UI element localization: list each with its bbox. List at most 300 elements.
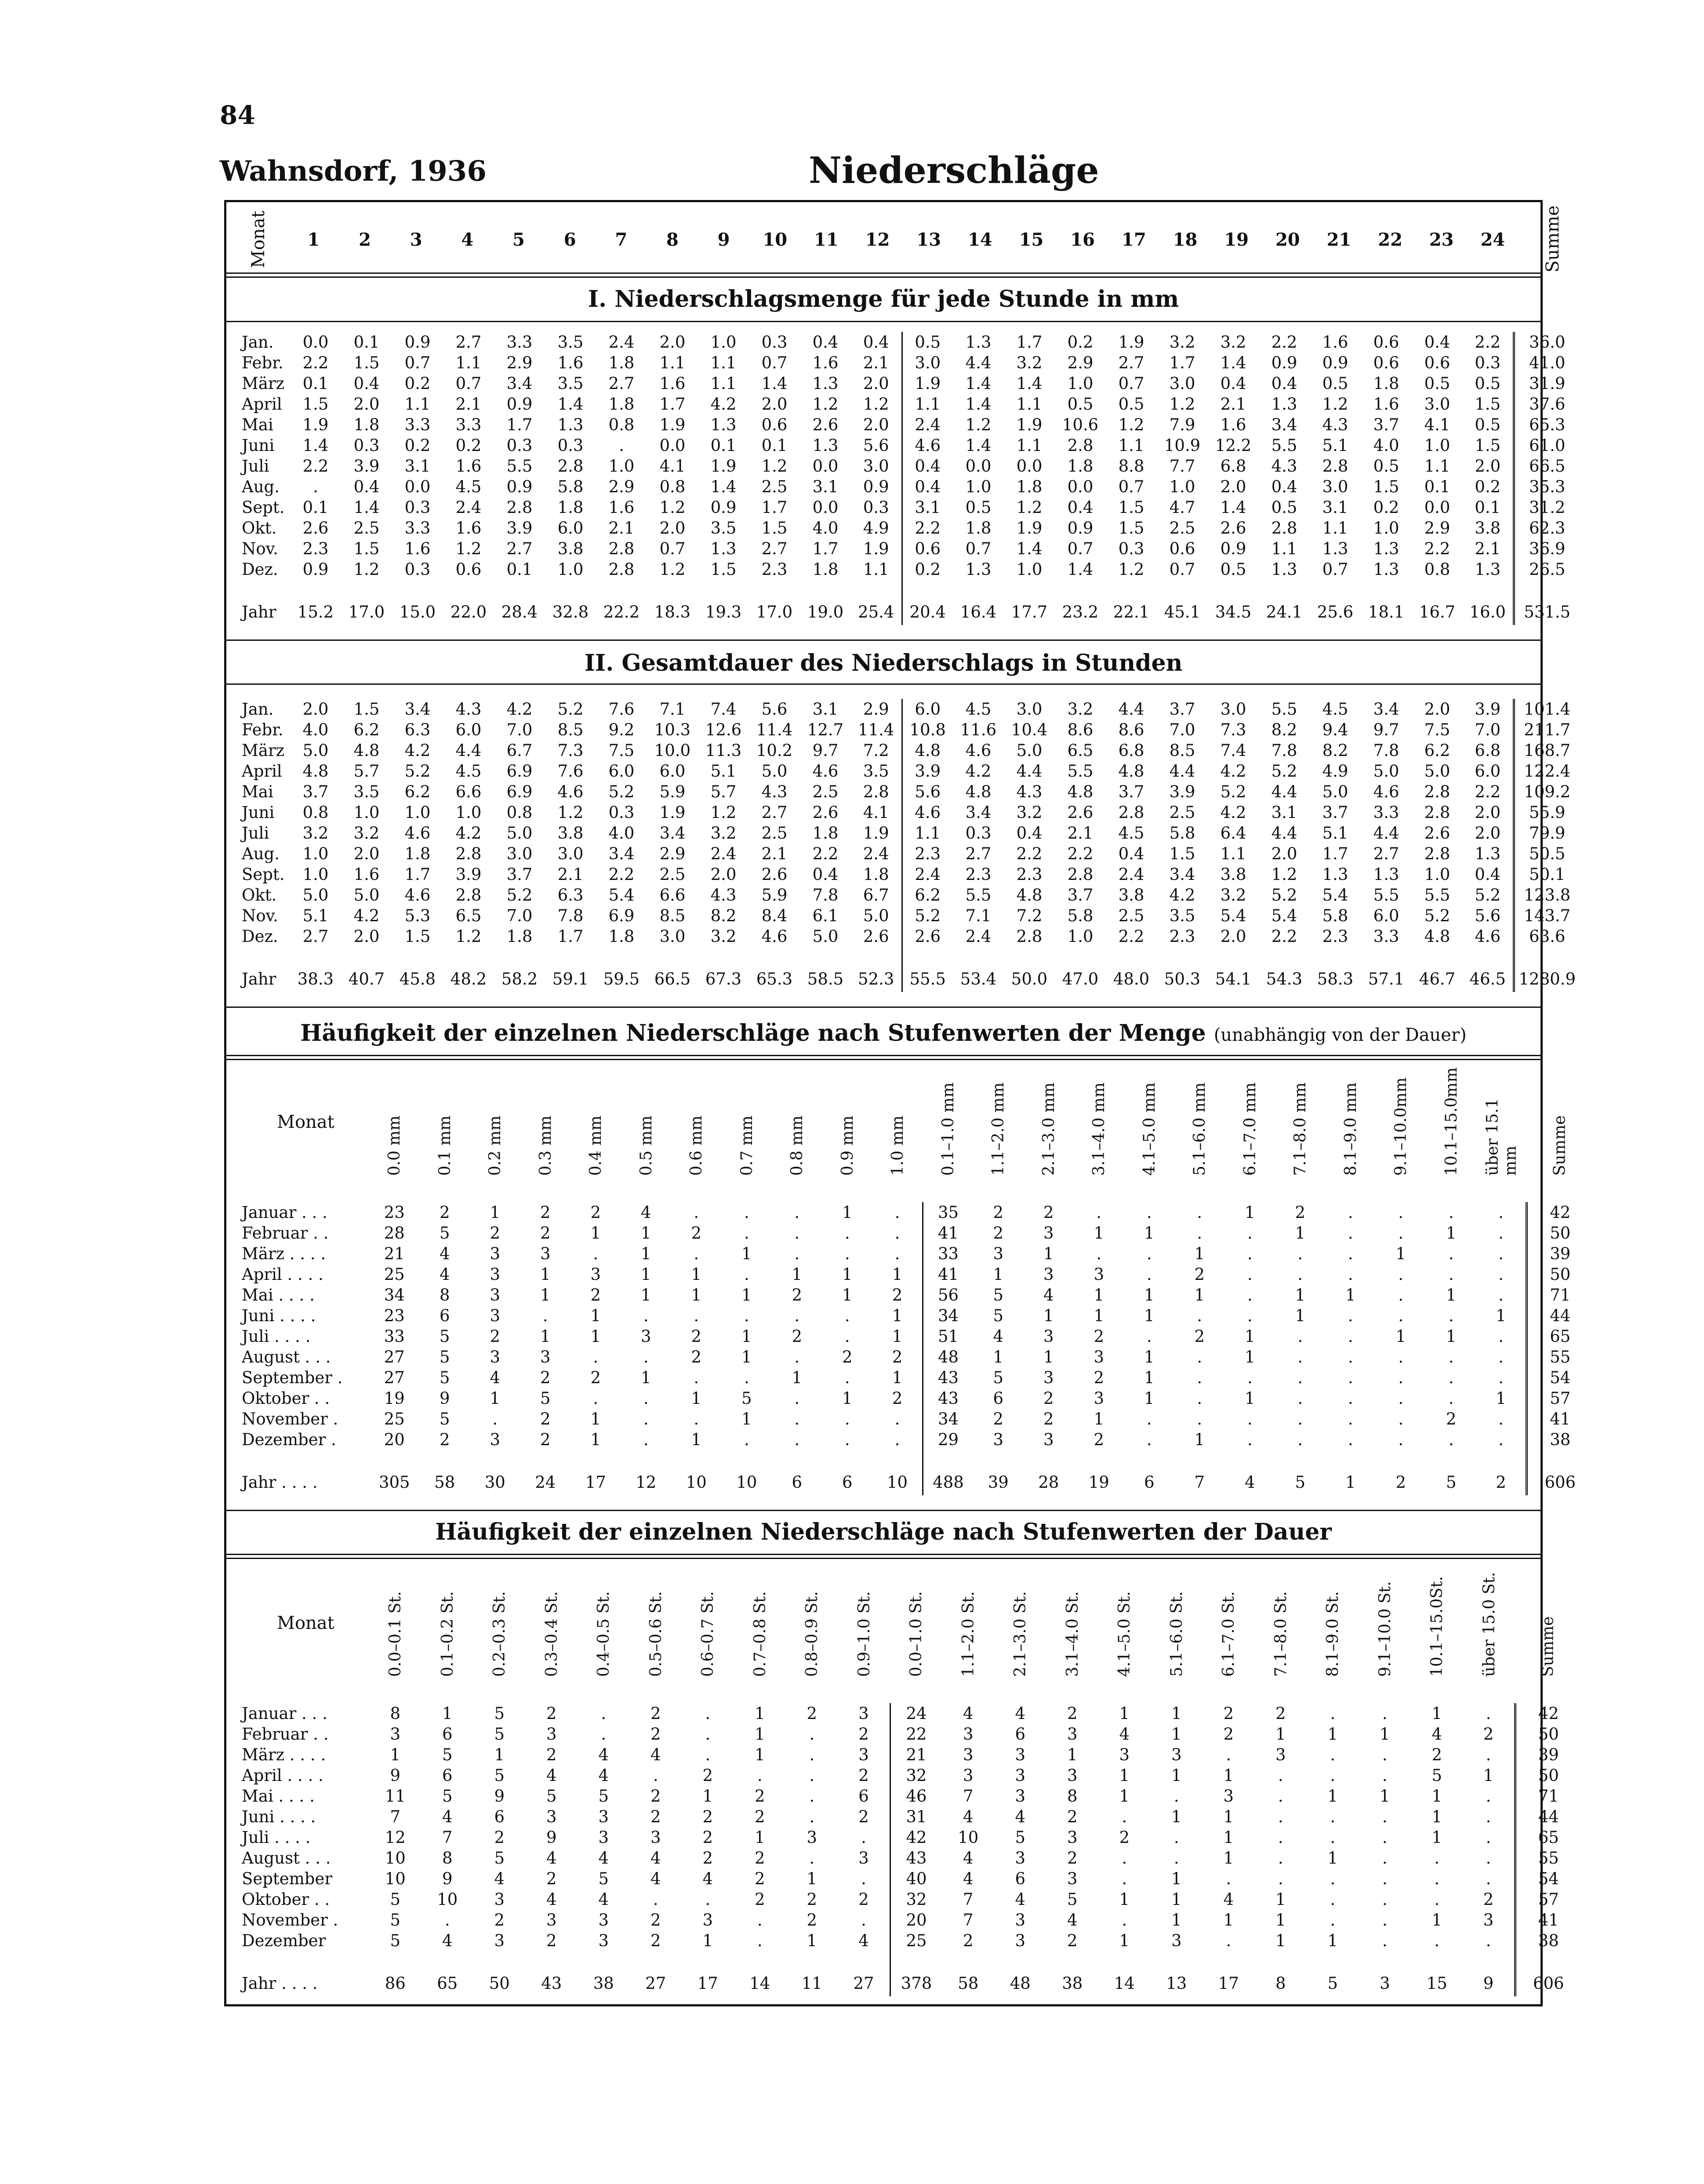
table-cell: 1 [1244, 1348, 1255, 1366]
table-cell: 1.8 [353, 415, 380, 434]
row-sum: 71 [1515, 1786, 1581, 1806]
table-cell: 0.7 [1067, 539, 1094, 558]
table-cell: 3.3 [404, 519, 431, 538]
summe-header: Summe [1543, 205, 1563, 273]
table-cell: 1.3 [965, 560, 992, 579]
table-cell: 1.5 [1118, 498, 1144, 517]
table-cell: 5 [1327, 1974, 1338, 1993]
table-cell: . [313, 477, 318, 496]
table-cell: 4.1 [659, 457, 686, 476]
table-cell: 3 [490, 1430, 501, 1449]
row-sum: 65 [1527, 1326, 1593, 1347]
table-cell: 2.0 [1475, 457, 1501, 476]
table-cell: 4.6 [1475, 927, 1501, 946]
table-cell: . [1448, 1389, 1454, 1408]
table-cell: . [1382, 1704, 1388, 1723]
table-cell: . [1197, 1306, 1203, 1325]
table-cell: 3.2 [1169, 333, 1195, 352]
table-cell: 2 [872, 1285, 923, 1305]
table-cell: 7.8 [1373, 741, 1399, 760]
table-cell: 8 [442, 1849, 453, 1868]
table-cell: . [694, 1410, 699, 1428]
table-cell: 3 [1379, 1974, 1390, 1993]
table-cell: 4.2 [965, 762, 992, 781]
table-row [237, 720, 1580, 740]
table-cell: 3.7 [1373, 415, 1399, 434]
table-cell: 2.7 [608, 374, 635, 393]
table-cell: 1 [1327, 1931, 1338, 1950]
table-cell: 45.8 [399, 970, 436, 988]
table-cell: . [1348, 1389, 1353, 1408]
table-row [237, 518, 1580, 538]
table-cell: 1 [1327, 1725, 1338, 1744]
table-cell: 1.0 [353, 803, 380, 822]
table-cell: 40.7 [348, 970, 385, 988]
table-cell: 1 [741, 1348, 752, 1366]
table-cell: 51 [937, 1327, 959, 1346]
table-cell: 2.6 [851, 926, 902, 947]
table-cell: 2 [1223, 1704, 1234, 1723]
table-cell: 1 [691, 1286, 702, 1305]
table-cell: . [1247, 1410, 1253, 1428]
table-cell: 2.7 [965, 844, 992, 863]
table-cell: . [744, 1265, 749, 1284]
table-cell: 4.8 [915, 741, 941, 760]
table-cell: . [444, 1911, 450, 1930]
table-cell: 46.5 [1469, 970, 1506, 988]
table-cell: 1 [1194, 1286, 1205, 1305]
table-cell: 1.3 [812, 436, 839, 455]
table-row [237, 802, 1580, 823]
table-cell: 2 [691, 1224, 702, 1243]
row-label: Juni . . . . [242, 1306, 316, 1325]
table-cell: 0.5 [1475, 415, 1501, 434]
table-cell: . [1197, 1410, 1203, 1428]
table-cell: 1.6 [1322, 333, 1348, 352]
table-cell: 0.4 [812, 333, 839, 352]
table-cell: 2.6 [1067, 803, 1094, 822]
table-cell: . [844, 1410, 850, 1428]
row-sum: 41 [1527, 1409, 1593, 1429]
table-cell: 9 [494, 1787, 505, 1806]
table-cell: 14 [749, 1974, 770, 1993]
section4-col-headers [369, 1565, 1581, 1677]
table-cell: 3 [490, 1244, 501, 1263]
table-cell: 1 [1496, 1306, 1506, 1325]
table-cell: 1.4 [1220, 498, 1246, 517]
hour-label: 12 [865, 229, 890, 250]
table-row [237, 864, 1580, 885]
table-cell: 2 [838, 1889, 890, 1910]
table-cell: 4 [963, 1807, 974, 1826]
table-row [237, 1243, 1593, 1264]
table-cell: . [1348, 1348, 1353, 1366]
table-cell: 6.6 [455, 782, 482, 801]
table-cell: . [1146, 1203, 1152, 1222]
table-cell: 1.7 [557, 927, 584, 946]
table-cell: 25 [384, 1265, 405, 1284]
table-cell: 5 [439, 1348, 450, 1366]
table-cell: 0.5 [1220, 560, 1246, 579]
table-cell: 2 [754, 1890, 765, 1909]
table-cell: . [1348, 1327, 1353, 1346]
table-cell: . [1486, 1849, 1491, 1868]
table-cell: 3.7 [1322, 803, 1348, 822]
table-cell: 34 [937, 1410, 959, 1428]
table-cell: . [1146, 1327, 1152, 1346]
table-cell: 1 [1295, 1224, 1306, 1243]
table-cell: 48.0 [1113, 970, 1150, 988]
table-cell: 1.2 [455, 927, 482, 946]
hour-label: 18 [1173, 229, 1198, 250]
table-cell: 1 [1144, 1224, 1155, 1243]
hour-label: 6 [563, 229, 576, 250]
table-cell: 58 [958, 1974, 979, 1993]
table-cell: 11.3 [705, 741, 742, 760]
table-cell: 7 [442, 1828, 453, 1847]
table-cell: 9 [439, 1389, 450, 1408]
table-cell: 4 [1015, 1704, 1026, 1723]
table-cell: 1 [1094, 1410, 1105, 1428]
table-cell: 2.1 [851, 352, 902, 373]
table-cell: 2.9 [506, 353, 533, 372]
table-cell: 2.9 [1067, 353, 1094, 372]
table-cell: 3 [1119, 1745, 1130, 1764]
table-row [237, 414, 1580, 435]
table-cell: 50 [489, 1974, 510, 1993]
table-cell: 2.0 [1271, 844, 1297, 863]
table-cell: . [1382, 1807, 1388, 1826]
table-cell: 2 [540, 1430, 551, 1449]
table-cell: 5.2 [1424, 906, 1450, 925]
table-cell: 5 [494, 1849, 505, 1868]
table-cell: 1 [1119, 1890, 1130, 1909]
row-label: Juli . . . . [242, 1327, 311, 1346]
column-header: 8.1–9.0 mm [1341, 1082, 1360, 1176]
column-header: 0.9–1.0 St. [855, 1591, 873, 1677]
table-cell: 1 [1275, 1911, 1286, 1930]
table-cell: 1.5 [1475, 436, 1501, 455]
table-cell: 2.4 [1118, 865, 1144, 884]
table-cell: 8.6 [1067, 720, 1094, 739]
table-cell: 24 [535, 1473, 556, 1492]
section4-monat-header: Monat [277, 1613, 334, 1633]
table-cell: 6.8 [1118, 741, 1144, 760]
table-cell: . [1278, 1849, 1283, 1868]
table-cell: 43 [906, 1849, 927, 1868]
table-cell: 5.5 [965, 886, 992, 905]
table-cell: 17.7 [1011, 603, 1048, 621]
table-cell: 2 [546, 1745, 557, 1764]
table-cell: . [794, 1203, 800, 1222]
table-cell: 22.1 [1113, 603, 1150, 621]
table-cell: 3.2 [1220, 886, 1246, 905]
table-cell: . [844, 1306, 850, 1325]
hour-header [288, 220, 1519, 259]
table-cell: 28 [1038, 1473, 1059, 1492]
table-cell: 488 [933, 1473, 964, 1492]
table-cell: 3.5 [353, 782, 380, 801]
table-cell: 2 [1223, 1725, 1234, 1744]
table-cell: 2 [754, 1849, 765, 1868]
table-cell: 0.3 [557, 436, 584, 455]
table-cell: 1 [842, 1265, 853, 1284]
table-cell: 57.1 [1368, 970, 1405, 988]
table-cell: 2.0 [659, 333, 686, 352]
table-cell: 5.6 [1475, 906, 1501, 925]
column-header: 0.2–0.3 St. [490, 1591, 509, 1677]
table-cell: 4.3 [1322, 415, 1348, 434]
table-cell: 5.2 [1220, 782, 1246, 801]
table-cell: 1 [390, 1745, 401, 1764]
table-cell: 0.4 [851, 332, 902, 352]
table-cell: 4.4 [1373, 824, 1399, 843]
column-header: 0.4 mm [586, 1116, 605, 1176]
table-cell: 2.7 [761, 539, 788, 558]
table-cell: 1 [842, 1203, 853, 1222]
row-sum: 36.0 [1514, 332, 1580, 352]
table-cell: 6.8 [1220, 457, 1246, 476]
table-cell: 1 [1223, 1849, 1234, 1868]
table-cell: 3.1 [1271, 803, 1297, 822]
table-cell: 3.0 [851, 456, 902, 476]
table-cell: 4.8 [1067, 782, 1094, 801]
table-cell: 3.7 [1169, 700, 1195, 719]
table-cell: 1.7 [1169, 353, 1195, 372]
section3-rule [226, 1055, 1541, 1060]
table-cell: 1.0 [710, 333, 737, 352]
table-cell: 0.4 [1271, 477, 1297, 496]
table-cell: 12.7 [807, 720, 844, 739]
row-sum: 36.9 [1514, 538, 1580, 559]
table-cell: . [1498, 1265, 1504, 1284]
section1-rule [226, 321, 1541, 322]
table-row [237, 456, 1580, 476]
table-row [237, 332, 1580, 352]
table-cell: 2.2 [812, 844, 839, 863]
table-cell: 4.5 [455, 762, 482, 781]
table-cell: 2.1 [557, 865, 584, 884]
row-label: Sept. [242, 865, 285, 884]
table-cell: 2 [1043, 1203, 1054, 1222]
table-cell: 0.6 [1373, 353, 1399, 372]
row-label: Oktober . . [242, 1890, 330, 1909]
table-row [237, 538, 1580, 559]
table-cell: . [1297, 1430, 1303, 1449]
column-header: 6.1–7.0 mm [1241, 1082, 1259, 1176]
table-cell: 1 [691, 1389, 702, 1408]
column-header: 7.1–8.0 mm [1291, 1082, 1309, 1176]
table-cell: 3.2 [710, 927, 737, 946]
table-row [237, 1786, 1581, 1806]
table-cell: 1 [1144, 1368, 1155, 1387]
table-cell: 2 [792, 1286, 803, 1305]
table-cell: . [705, 1725, 711, 1744]
table-cell: 0.5 [1118, 395, 1144, 414]
table-row [237, 885, 1580, 905]
table-cell: 5.0 [302, 886, 329, 905]
table-cell: 1 [590, 1430, 601, 1449]
table-cell: 4.7 [1169, 498, 1195, 517]
column-header: 0.3–0.4 St. [542, 1591, 561, 1677]
table-cell: 24 [906, 1704, 927, 1723]
table-cell: 3.5 [851, 761, 902, 781]
table-cell: 1.6 [1220, 415, 1246, 434]
table-cell: 46.7 [1419, 970, 1456, 988]
table-cell: 4 [1015, 1890, 1026, 1909]
table-cell: 2 [702, 1807, 713, 1826]
table-cell: 41 [937, 1265, 959, 1284]
table-cell: 3 [1094, 1348, 1105, 1366]
row-label: Jahr . . . . [242, 1473, 318, 1492]
table-cell: 2 [650, 1704, 661, 1723]
column-header: 1.0 mm [888, 1116, 907, 1176]
table-cell: 4 [650, 1745, 661, 1764]
table-cell: 32 [906, 1766, 927, 1785]
table-row [237, 435, 1580, 456]
table-cell: 0.0 [812, 457, 839, 476]
table-cell: . [872, 1223, 923, 1243]
table-cell: 5.5 [1271, 436, 1297, 455]
column-header: 10.1–15.0St. [1428, 1576, 1446, 1677]
table-row [237, 1388, 1593, 1409]
table-cell: 1 [1043, 1244, 1054, 1263]
table-row [237, 1264, 1593, 1285]
table-cell: 4.1 [851, 802, 902, 823]
table-row [237, 1305, 1593, 1326]
table-cell: 7.5 [1424, 720, 1450, 739]
table-cell: . [1486, 1828, 1491, 1847]
table-cell: 45.1 [1164, 603, 1201, 621]
table-cell: . [794, 1224, 800, 1243]
table-cell: 5.7 [353, 762, 380, 781]
table-cell: 4.4 [1271, 782, 1297, 801]
table-cell: 4.5 [965, 700, 992, 719]
table-cell: . [1146, 1410, 1152, 1428]
table-cell: . [1330, 1911, 1336, 1930]
table-cell: . [1226, 1869, 1232, 1888]
table-cell: 0.1 [302, 374, 329, 393]
table-cell: 0.5 [965, 498, 992, 517]
table-cell: 4.3 [455, 700, 482, 719]
table-cell: 6 [993, 1389, 1004, 1408]
table-cell: 1 [1144, 1306, 1155, 1325]
table-cell: 3.0 [506, 844, 533, 863]
table-cell: 1 [807, 1869, 817, 1888]
table-cell: 1.6 [353, 865, 380, 884]
table-cell: 4 [598, 1745, 609, 1764]
table-cell: . [1498, 1224, 1504, 1243]
table-cell: 1 [1244, 1203, 1255, 1222]
table-cell: . [844, 1430, 850, 1449]
table-cell: 1.8 [812, 560, 839, 579]
table-cell: 65.3 [756, 970, 793, 988]
table-cell: 6.2 [915, 886, 941, 905]
table-cell: 66.5 [654, 970, 691, 988]
table-cell: 0.9 [851, 476, 902, 497]
row-sum: 71 [1527, 1285, 1593, 1305]
column-header: 0.0–0.1 St. [386, 1591, 404, 1677]
table-cell: . [1174, 1787, 1179, 1806]
table-cell: 1.5 [353, 539, 380, 558]
table-cell: 2.5 [1169, 803, 1195, 822]
table-cell: 6.9 [608, 906, 635, 925]
table-cell: 0.0 [1067, 477, 1094, 496]
table-cell: 1.4 [557, 395, 584, 414]
hour-label: 19 [1224, 229, 1249, 250]
table-cell: 4.4 [455, 741, 482, 760]
table-cell: 48 [1010, 1974, 1031, 1993]
table-cell: 3 [838, 1703, 890, 1724]
table-cell: . [1486, 1745, 1491, 1764]
row-sum: 65 [1515, 1827, 1581, 1848]
table-cell: 4 [1244, 1473, 1255, 1492]
table-cell: 2.8 [1424, 844, 1450, 863]
table-cell: . [1498, 1327, 1504, 1346]
table-cell: 3.7 [302, 782, 329, 801]
table-cell: 5.0 [761, 762, 788, 781]
table-cell: 0.5 [915, 333, 941, 352]
table-cell: . [1122, 1911, 1127, 1930]
table-cell: . [1498, 1430, 1504, 1449]
table-cell: 0.5 [1424, 374, 1450, 393]
hour-label: 14 [968, 229, 992, 250]
table-cell: 2.7 [761, 803, 788, 822]
table-cell: 0.2 [1475, 477, 1501, 496]
table-cell: 3.9 [915, 762, 941, 781]
table-cell: 2 [872, 1388, 923, 1409]
table-cell: 5 [494, 1766, 505, 1785]
table-cell: . [1348, 1368, 1353, 1387]
table-cell: 1 [490, 1203, 501, 1222]
table-cell: 1 [640, 1244, 651, 1263]
table-cell: 2.5 [812, 782, 839, 801]
table-cell: 4 [650, 1849, 661, 1868]
table-cell: 1 [691, 1430, 702, 1449]
table-cell: 3 [993, 1430, 1004, 1449]
table-cell: 3 [963, 1745, 974, 1764]
hour-label: 23 [1429, 229, 1454, 250]
table-cell: 4.3 [1016, 782, 1043, 801]
table-cell: 2.5 [353, 519, 380, 538]
hour-label: 4 [461, 229, 474, 250]
table-cell: 0.4 [1067, 498, 1094, 517]
row-sum: 62.3 [1514, 518, 1580, 538]
row-sum: 42 [1515, 1703, 1581, 1724]
table-cell: 1.3 [1475, 560, 1501, 579]
table-cell: 0.3 [965, 824, 992, 843]
table-cell: 2 [702, 1828, 713, 1847]
row-sum: 109.2 [1514, 781, 1580, 802]
table-cell: 4 [1223, 1890, 1234, 1909]
table-cell: 1.4 [1016, 539, 1043, 558]
table-cell: . [1226, 1745, 1232, 1764]
table-cell: 1 [1432, 1911, 1442, 1930]
table-cell: 5 [598, 1787, 609, 1806]
table-cell: 4.6 [965, 741, 992, 760]
table-cell: 5 [598, 1869, 609, 1888]
table-cell: 6.9 [506, 782, 533, 801]
table-row [237, 1910, 1581, 1930]
table-cell: 1 [1446, 1327, 1457, 1346]
table-cell: 4 [546, 1849, 557, 1868]
table-cell: . [1278, 1828, 1283, 1847]
row-sum: 41.0 [1514, 352, 1580, 373]
table-cell: 3.9 [1169, 782, 1195, 801]
table-cell: 0.9 [1067, 519, 1094, 538]
table-cell: 0.0 [302, 333, 329, 352]
table-cell: 22.0 [450, 603, 487, 621]
